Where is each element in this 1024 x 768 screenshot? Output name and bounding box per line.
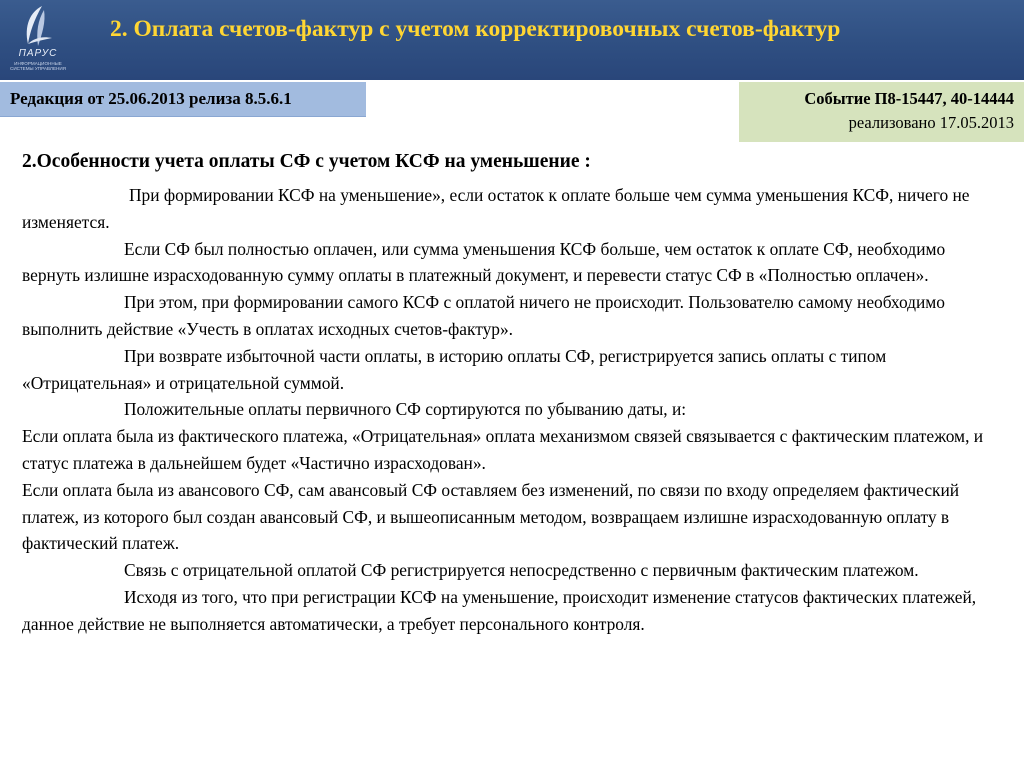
logo-name: ПАРУС — [18, 48, 58, 59]
event-date: реализовано 17.05.2013 — [848, 113, 1014, 132]
event-box — [739, 82, 1024, 142]
paragraph: Если СФ был полностью оплачен, или сумма уменьшения КСФ больше, чем остаток к оплате СФ, необходимо вернуть излишне израсходованную сумму оплаты в платежный документ, и перевести статус СФ в «Полностью оплачен». — [22, 238, 946, 286]
paragraph: Если оплата была из фактического платежа, «Отрицательная» оплата механизмом связей связывается с фактическим платежом, и статус платежа в дальнейшем будет «Частично израсходован». — [22, 426, 984, 473]
body-text — [22, 182, 1007, 638]
section-heading: 2.Особенности учета оплаты СФ с учетом КСФ на уменьшение : — [22, 151, 591, 172]
logo-tagline: ИНФОРМАЦИОННЫЕ СИСТЕМЫ УПРАВЛЕНИЯ — [10, 61, 66, 71]
edition-label: Редакция от 25.06.2013 релиза 8.5.6.1 — [10, 89, 292, 108]
paragraph: Если оплата была из авансового СФ, сам авансовый СФ оставляем без изменений, по связи по входу определяем фактический платеж, из которого был создан авансовый СФ, и вышеописанным методом, возвращаем излишне израсходованную оплату в фактический платеж. — [22, 479, 960, 554]
paragraph: Связь с отрицательной оплатой СФ регистрируется непосредственно с первичным фактическим платежом. — [124, 560, 919, 581]
slide-title: 2. Оплата счетов-фактур с учетом корректировочных счетов-фактур — [110, 16, 841, 42]
paragraph: Исходя из того, что при регистрации КСФ на уменьшение, происходит изменение статусов фактических платежей, данное действие не выполняется автоматически, а требует персонального контроля. — [22, 586, 977, 634]
logo-swirl-icon — [20, 4, 56, 48]
edition-box — [0, 82, 366, 117]
paragraph: При формировании КСФ на уменьшение», если остаток к оплате больше чем сумма уменьшения КСФ, ничего не изменяется. — [22, 185, 970, 232]
event-title: Событие П8-15447, 40-14444 — [804, 89, 1014, 108]
title-bar — [0, 0, 1024, 80]
parus-logo — [4, 2, 72, 76]
paragraph: При возврате избыточной части оплаты, в историю оплаты СФ, регистрируется запись оплаты с типом «Отрицательная» и отрицательной суммой. — [22, 345, 887, 393]
paragraph: Положительные оплаты первичного СФ сортируются по убыванию даты, и: — [124, 399, 687, 420]
paragraph: При этом, при формировании самого КСФ с оплатой ничего не происходит. Пользователю самому необходимо выполнить действие «Учесть в оплатах исходных счетов-фактур». — [22, 292, 946, 339]
